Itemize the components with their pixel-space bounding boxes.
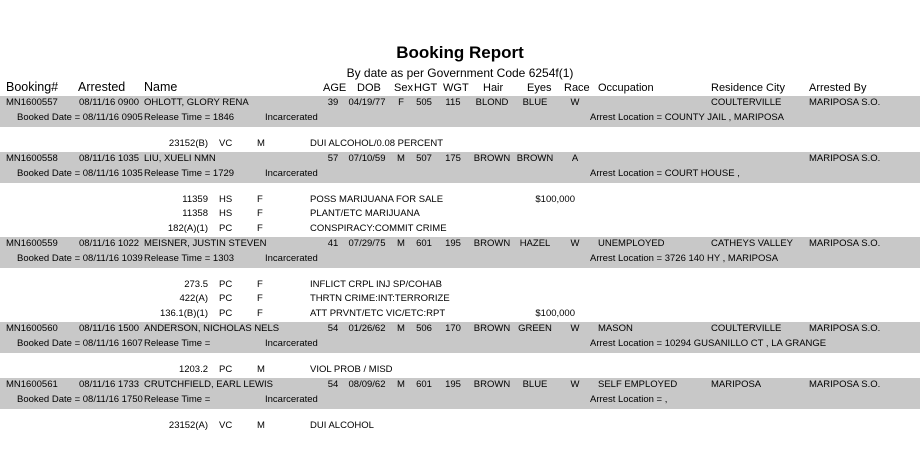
hair: BROWN	[473, 379, 511, 390]
race: W	[570, 379, 580, 390]
charge-description: POSS MARIJUANA FOR SALE	[310, 194, 444, 205]
race: W	[570, 97, 580, 108]
col-sex: Sex	[394, 82, 413, 94]
race: W	[570, 238, 580, 249]
release-time: Release Time = 1846	[144, 112, 235, 123]
bail-amount: $100,000	[535, 194, 575, 205]
charge-level: F	[257, 208, 263, 220]
charge-type: HS	[219, 208, 233, 220]
col-eyes: Eyes	[527, 82, 552, 94]
charge-code: 422(A)	[179, 293, 208, 305]
booked-date: Booked Date = 08/11/16 1607	[17, 338, 143, 349]
arresting-agency: MARIPOSA S.O.	[809, 153, 881, 164]
eyes: BROWN	[516, 153, 554, 164]
charge-level: F	[257, 222, 263, 234]
occupation: SELF EMPLOYED	[598, 379, 678, 390]
charge-type: PC	[219, 279, 233, 290]
booking-number: MN1600558	[6, 153, 58, 164]
release-time: Release Time = 1729	[144, 168, 235, 179]
col-arrested: Arrested	[78, 80, 126, 94]
custody-status: Incarcerated	[265, 253, 318, 264]
sex: M	[397, 238, 405, 249]
charge-description: THRTN CRIME:INT:TERRORIZE	[310, 293, 450, 305]
arrest-datetime: 08/11/16 1035	[79, 153, 140, 164]
arresting-agency: MARIPOSA S.O.	[809, 323, 881, 334]
arrest-location: Arrest Location = 10294 GUSANILLO CT , LA GRANGE	[590, 338, 827, 349]
occupation: MASON	[598, 323, 633, 334]
dob: 07/29/75	[348, 238, 386, 249]
dob: 01/26/62	[348, 323, 386, 334]
arrest-datetime: 08/11/16 1733	[79, 379, 140, 390]
height: 506	[416, 323, 432, 334]
booking-number: MN1600559	[6, 238, 58, 249]
charge-type: PC	[219, 364, 233, 375]
weight: 195	[445, 379, 461, 390]
arrest-location: Arrest Location = COUNTY JAIL , MARIPOSA	[590, 112, 785, 123]
charge-type: PC	[219, 307, 233, 319]
eyes: GREEN	[518, 323, 552, 334]
charge-level: F	[257, 194, 263, 205]
dob: 07/10/59	[348, 153, 386, 164]
eyes: BLUE	[522, 379, 548, 390]
arrest-location: Arrest Location = COURT HOUSE ,	[590, 168, 740, 179]
dob: 08/09/62	[348, 379, 386, 390]
release-time: Release Time = 1303	[144, 253, 235, 264]
arrest-location: Arrest Location = 3726 140 HY , MARIPOSA	[590, 253, 779, 264]
person-name: CRUTCHFIELD, EARL LEWIS	[144, 379, 273, 390]
report-subtitle: By date as per Government Code 6254f(1)	[346, 66, 574, 80]
charge-code: 273.5	[184, 279, 208, 290]
eyes: HAZEL	[519, 238, 551, 249]
arresting-agency: MARIPOSA S.O.	[809, 379, 881, 390]
booked-date: Booked Date = 08/11/16 0905	[17, 112, 143, 123]
charge-type: PC	[219, 222, 233, 234]
arrest-datetime: 08/11/16 0900	[79, 97, 140, 108]
col-dob: DOB	[357, 82, 381, 94]
report-title: Booking Report	[396, 43, 524, 62]
col-wgt: WGT	[443, 82, 469, 94]
booked-date: Booked Date = 08/11/16 1039	[17, 253, 143, 264]
person-name: MEISNER, JUSTIN STEVEN	[144, 238, 267, 249]
charge-description: DUI ALCOHOL/0.08 PERCENT	[310, 138, 444, 149]
sex: M	[397, 379, 405, 390]
release-time: Release Time =	[144, 394, 211, 405]
height: 507	[416, 153, 432, 164]
arresting-agency: MARIPOSA S.O.	[809, 238, 881, 249]
hair: BLOND	[475, 97, 509, 108]
arrest-datetime: 08/11/16 1500	[79, 323, 140, 334]
col-residence: Residence City	[711, 82, 785, 94]
charge-description: DUI ALCOHOL	[310, 420, 374, 431]
hair: BROWN	[473, 153, 511, 164]
charge-type: VC	[219, 138, 233, 149]
person-name: ANDERSON, NICHOLAS NELS	[144, 323, 280, 334]
residence-city: COULTERVILLE	[711, 97, 782, 108]
charge-type: HS	[219, 194, 233, 205]
charge-code: 11358	[182, 208, 208, 220]
weight: 170	[445, 323, 461, 334]
custody-status: Incarcerated	[265, 338, 318, 349]
charge-level: M	[257, 364, 265, 375]
booking-number: MN1600557	[6, 97, 58, 108]
residence-city: CATHEYS VALLEY	[711, 238, 794, 249]
weight: 195	[445, 238, 461, 249]
hair: BROWN	[473, 323, 511, 334]
charge-level: M	[257, 420, 265, 431]
col-hair: Hair	[483, 82, 504, 94]
race: A	[571, 153, 579, 164]
col-hgt: HGT	[414, 82, 438, 94]
charge-code: 1203.2	[178, 364, 208, 375]
age: 41	[327, 238, 339, 249]
custody-status: Incarcerated	[265, 394, 318, 405]
charge-level: F	[257, 279, 263, 290]
residence-city: MARIPOSA	[711, 379, 762, 390]
charge-code: 182(A)(1)	[167, 222, 208, 234]
arresting-agency: MARIPOSA S.O.	[809, 97, 881, 108]
charge-code: 23152(A)	[168, 420, 208, 431]
charge-code: 11359	[182, 194, 208, 205]
col-age: AGE	[323, 82, 347, 94]
charge-description: VIOL PROB / MISD	[310, 364, 393, 375]
charge-code: 23152(B)	[168, 138, 208, 149]
arrest-location: Arrest Location = ,	[590, 394, 668, 405]
arrest-datetime: 08/11/16 1022	[79, 238, 140, 249]
col-arrested-by: Arrested By	[809, 82, 867, 94]
charge-description: INFLICT CRPL INJ SP/COHAB	[310, 279, 442, 290]
col-occupation: Occupation	[598, 82, 654, 94]
release-time: Release Time =	[144, 338, 211, 349]
eyes: BLUE	[522, 97, 548, 108]
height: 601	[416, 379, 432, 390]
booked-date: Booked Date = 08/11/16 1035	[17, 168, 143, 179]
hair: BROWN	[473, 238, 511, 249]
booked-date: Booked Date = 08/11/16 1750	[17, 394, 143, 405]
custody-status: Incarcerated	[265, 112, 318, 123]
col-name: Name	[144, 80, 178, 94]
age: 57	[327, 153, 339, 164]
charge-level: F	[257, 293, 263, 305]
person-name: LIU, XUELI NMN	[144, 153, 216, 164]
sex: F	[398, 97, 404, 108]
charge-level: M	[257, 138, 265, 149]
occupation: UNEMPLOYED	[598, 238, 665, 249]
col-race: Race	[564, 82, 590, 94]
charge-description: ATT PRVNT/ETC VIC/ETC:RPT	[310, 307, 446, 319]
booking-number: MN1600561	[6, 379, 58, 390]
custody-status: Incarcerated	[265, 168, 318, 179]
charge-description: CONSPIRACY:COMMIT CRIME	[310, 222, 447, 234]
booking-number: MN1600560	[6, 323, 58, 334]
person-name: OHLOTT, GLORY RENA	[144, 97, 249, 108]
age: 54	[327, 379, 339, 390]
race: W	[570, 323, 580, 334]
age: 54	[327, 323, 339, 334]
sex: M	[397, 323, 405, 334]
charge-description: PLANT/ETC MARIJUANA	[310, 208, 420, 220]
age: 39	[327, 97, 339, 108]
charge-type: PC	[219, 293, 233, 305]
height: 601	[416, 238, 432, 249]
bail-amount: $100,000	[535, 307, 575, 319]
sex: M	[397, 153, 405, 164]
charge-level: F	[257, 307, 263, 319]
charge-code: 136.1(B)(1)	[159, 307, 208, 319]
charge-type: VC	[219, 420, 233, 431]
dob: 04/19/77	[348, 97, 386, 108]
col-booking: Booking#	[6, 80, 59, 94]
height: 505	[416, 97, 432, 108]
residence-city: COULTERVILLE	[711, 323, 782, 334]
weight: 175	[445, 153, 461, 164]
weight: 115	[445, 97, 461, 108]
